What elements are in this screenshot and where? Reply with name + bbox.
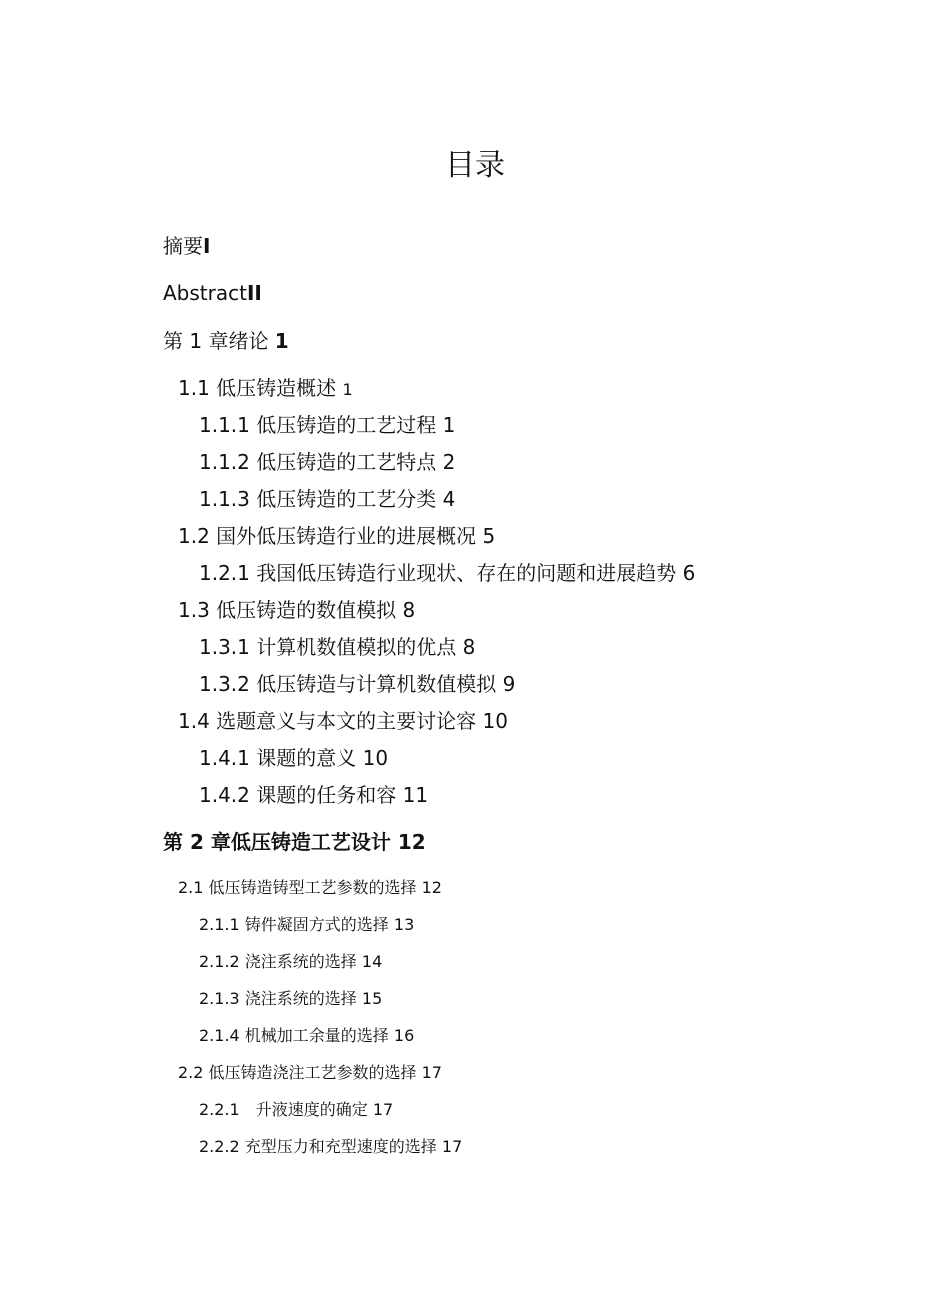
toc-entry-2-1-1[interactable] — [199, 917, 414, 933]
toc-entry-text: 1.3 低压铸造的数值模拟 — [178, 598, 403, 622]
toc-entry-abstract-en[interactable] — [163, 283, 262, 303]
toc-entry-abstract-cn[interactable] — [163, 236, 210, 256]
toc-page-number: 12 — [421, 878, 442, 897]
toc-entry-text: 1.2.1 我国低压铸造行业现状、存在的问题和进展趋势 — [199, 561, 683, 585]
toc-page-number: II — [246, 281, 262, 305]
toc-entry-1-1[interactable] — [178, 378, 353, 398]
toc-entry-text: 第 1 章绪论 — [163, 329, 275, 353]
toc-entry-text: 摘要 — [163, 234, 203, 258]
toc-entry-1-4[interactable] — [178, 711, 508, 731]
toc-entry-2-2-1[interactable] — [199, 1102, 393, 1118]
toc-entry-1-1-2[interactable] — [199, 452, 455, 472]
toc-page-number: 1 — [342, 380, 353, 399]
toc-entry-1-3-2[interactable] — [199, 674, 515, 694]
toc-page-number: 17 — [441, 1137, 463, 1156]
toc-entry-text: 2.2 低压铸造浇注工艺参数的选择 — [178, 1063, 422, 1082]
toc-entry-text: 1.1.3 低压铸造的工艺分类 — [199, 487, 443, 511]
toc-page-number: 10 — [482, 709, 508, 733]
toc-page-number: 17 — [372, 1100, 394, 1119]
toc-entry-1-1-1[interactable] — [199, 415, 455, 435]
toc-entry-text: Abstract — [163, 281, 247, 305]
toc-entry-1-3-1[interactable] — [199, 637, 475, 657]
toc-page-number: 1 — [442, 413, 456, 437]
toc-entry-1-2[interactable] — [178, 526, 495, 546]
toc-entry-text: 1.1.1 低压铸造的工艺过程 — [199, 413, 443, 437]
toc-entry-1-4-1[interactable] — [199, 748, 388, 768]
toc-entry-text: 1.4.1 课题的意义 — [199, 746, 363, 770]
toc-entry-text: 2.1.4 机械加工余量的选择 — [199, 1026, 394, 1045]
toc-entry-text: 1.4.2 课题的任务和容 — [199, 783, 403, 807]
toc-entry-text: 1.3.1 计算机数值模拟的优点 — [199, 635, 463, 659]
toc-page-number: 9 — [502, 672, 516, 696]
toc-entry-chapter-2[interactable] — [163, 832, 426, 852]
toc-page-number: 16 — [393, 1026, 415, 1045]
toc-entry-text: 2.2.1 升液速度的确定 — [199, 1100, 373, 1119]
toc-entry-chapter-1[interactable] — [163, 331, 289, 351]
toc-entry-text: 1.1 低压铸造概述 — [178, 376, 343, 400]
toc-page-number: 10 — [362, 746, 389, 770]
toc-entry-text: 1.3.2 低压铸造与计算机数值模拟 — [199, 672, 503, 696]
toc-entry-text: 2.1.2 浇注系统的选择 — [199, 952, 362, 971]
toc-entry-text: 1.2 国外低压铸造行业的进展概况 — [178, 524, 483, 548]
toc-entry-2-1[interactable] — [178, 880, 442, 896]
toc-page-number: I — [203, 234, 211, 258]
toc-entry-text: 第 2 章低压铸造工艺设计 — [163, 830, 398, 854]
toc-entry-text: 2.1.3 浇注系统的选择 — [199, 989, 362, 1008]
toc-page-number: 17 — [421, 1063, 442, 1082]
toc-entry-1-4-2[interactable] — [199, 785, 428, 805]
toc-entry-1-1-3[interactable] — [199, 489, 455, 509]
toc-entry-2-2[interactable] — [178, 1065, 442, 1081]
toc-page-number: 15 — [361, 989, 383, 1008]
toc-page-number: 13 — [393, 915, 415, 934]
toc-page-number: 11 — [402, 783, 429, 807]
toc-page-number: 2 — [442, 450, 456, 474]
toc-entry-text: 2.2.2 充型压力和充型速度的选择 — [199, 1137, 442, 1156]
toc-page-number: 4 — [442, 487, 456, 511]
toc-entry-1-3[interactable] — [178, 600, 415, 620]
toc-entry-text: 1.1.2 低压铸造的工艺特点 — [199, 450, 443, 474]
toc-entry-text: 1.4 选题意义与本文的主要讨论容 — [178, 709, 483, 733]
toc-entry-text: 2.1 低压铸造铸型工艺参数的选择 — [178, 878, 422, 897]
toc-entry-2-2-2[interactable] — [199, 1139, 462, 1155]
toc-entry-2-1-3[interactable] — [199, 991, 382, 1007]
toc-page-number: 8 — [462, 635, 476, 659]
toc-page-number: 14 — [361, 952, 383, 971]
toc-page-number: 5 — [482, 524, 496, 548]
toc-page-number: 12 — [397, 830, 426, 854]
toc-entry-2-1-4[interactable] — [199, 1028, 414, 1044]
toc-entry-text: 2.1.1 铸件凝固方式的选择 — [199, 915, 394, 934]
toc-page-number: 6 — [682, 561, 696, 585]
toc-page-number: 8 — [402, 598, 416, 622]
toc-page-number: 1 — [274, 329, 289, 353]
toc-title: 目录 — [445, 148, 505, 183]
toc-entry-1-2-1[interactable] — [199, 563, 695, 583]
toc-entry-2-1-2[interactable] — [199, 954, 382, 970]
